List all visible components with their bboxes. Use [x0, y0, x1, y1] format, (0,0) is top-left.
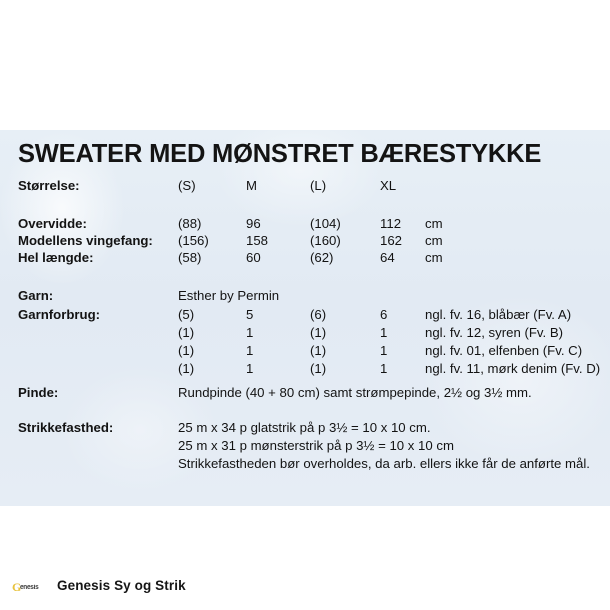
yarn-usage-value-l: (1)	[310, 343, 327, 358]
yarn-usage-value-xl: 1	[380, 361, 388, 376]
pattern-info-panel	[0, 130, 610, 506]
gauge-line-3: Strikkefastheden bør overholdes, da arb. ellers ikke får de anførte mål.	[178, 456, 590, 471]
yarn-usage-row	[0, 307, 610, 324]
measurement-value-xl: 64	[380, 250, 395, 265]
yarn-usage-label: Garnforbrug:	[18, 307, 101, 322]
logo-g-glyph: G	[12, 581, 22, 594]
yarn-label: Garn:	[18, 288, 54, 303]
page-title: SWEATER MED MØNSTRET BÆRESTYKKE	[18, 140, 542, 168]
gauge-line-2: 25 m x 31 p mønsterstrik på p 3½ = 10 x 10 cm	[178, 438, 454, 453]
yarn-usage-value-xl: 1	[380, 343, 388, 358]
yarn-color-description: ngl. fv. 16, blåbær (Fv. A)	[425, 307, 572, 322]
yarn-usage-row	[0, 325, 610, 342]
measurement-unit: cm	[425, 216, 443, 231]
logo-wordmark: enesis	[20, 584, 39, 591]
measurement-row-overvidde	[0, 216, 610, 233]
yarn-usage-value-m: 1	[246, 361, 254, 376]
measurement-row-vingefang	[0, 233, 610, 250]
gauge-row	[0, 420, 610, 437]
measurement-value-l: (62)	[310, 250, 334, 265]
yarn-row	[0, 288, 610, 305]
gauge-row	[0, 438, 610, 455]
measurement-unit: cm	[425, 233, 443, 248]
measurement-unit: cm	[425, 250, 443, 265]
measurement-value-s: (156)	[178, 233, 209, 248]
gauge-row	[0, 456, 610, 473]
gauge-label: Strikkefasthed:	[18, 420, 114, 435]
yarn-color-description: ngl. fv. 11, mørk denim (Fv. D)	[425, 361, 601, 376]
yarn-usage-value-xl: 1	[380, 325, 388, 340]
measurement-value-m: 158	[246, 233, 269, 248]
measurement-value-m: 60	[246, 250, 261, 265]
yarn-color-description: ngl. fv. 01, elfenben (Fv. C)	[425, 343, 583, 358]
yarn-name: Esther by Permin	[178, 288, 280, 303]
sizes-label: Størrelse:	[18, 178, 80, 193]
measurement-row-hel-laengde	[0, 250, 610, 267]
needles-row	[0, 385, 610, 402]
size-value-xl: XL	[380, 178, 397, 193]
gauge-line-1: 25 m x 34 p glatstrik på p 3½ = 10 x 10 cm.	[178, 420, 431, 435]
footer-brand-name: Genesis Sy og Strik	[57, 578, 186, 593]
yarn-usage-value-l: (1)	[310, 325, 327, 340]
yarn-usage-value-m: 1	[246, 325, 254, 340]
measurement-value-s: (58)	[178, 250, 202, 265]
yarn-usage-row	[0, 343, 610, 360]
size-value-l: (L)	[310, 178, 327, 193]
yarn-usage-value-s: (1)	[178, 343, 195, 358]
size-value-m: M	[246, 178, 257, 193]
measurement-value-s: (88)	[178, 216, 202, 231]
yarn-usage-value-m: 1	[246, 343, 254, 358]
yarn-usage-value-s: (5)	[178, 307, 195, 322]
sizes-row	[0, 178, 610, 195]
measurement-value-xl: 112	[380, 216, 402, 231]
yarn-usage-value-l: (1)	[310, 361, 327, 376]
measurement-label: Hel længde:	[18, 250, 94, 265]
measurement-value-m: 96	[246, 216, 261, 231]
measurement-value-l: (160)	[310, 233, 341, 248]
measurement-value-l: (104)	[310, 216, 341, 231]
yarn-usage-value-s: (1)	[178, 325, 195, 340]
yarn-usage-value-s: (1)	[178, 361, 195, 376]
yarn-usage-value-xl: 6	[380, 307, 388, 322]
footer	[0, 578, 610, 600]
yarn-color-description: ngl. fv. 12, syren (Fv. B)	[425, 325, 564, 340]
yarn-usage-row	[0, 361, 610, 378]
yarn-usage-value-l: (6)	[310, 307, 327, 322]
measurement-value-xl: 162	[380, 233, 403, 248]
needles-label: Pinde:	[18, 385, 59, 400]
yarn-usage-value-m: 5	[246, 307, 254, 322]
measurement-label: Overvidde:	[18, 216, 87, 231]
measurement-label: Modellens vingefang:	[18, 233, 153, 248]
genesis-logo-icon	[12, 581, 48, 594]
size-value-s: (S)	[178, 178, 196, 193]
needles-text: Rundpinde (40 + 80 cm) samt strømpepinde, 2½ og 3½ mm.	[178, 385, 532, 400]
